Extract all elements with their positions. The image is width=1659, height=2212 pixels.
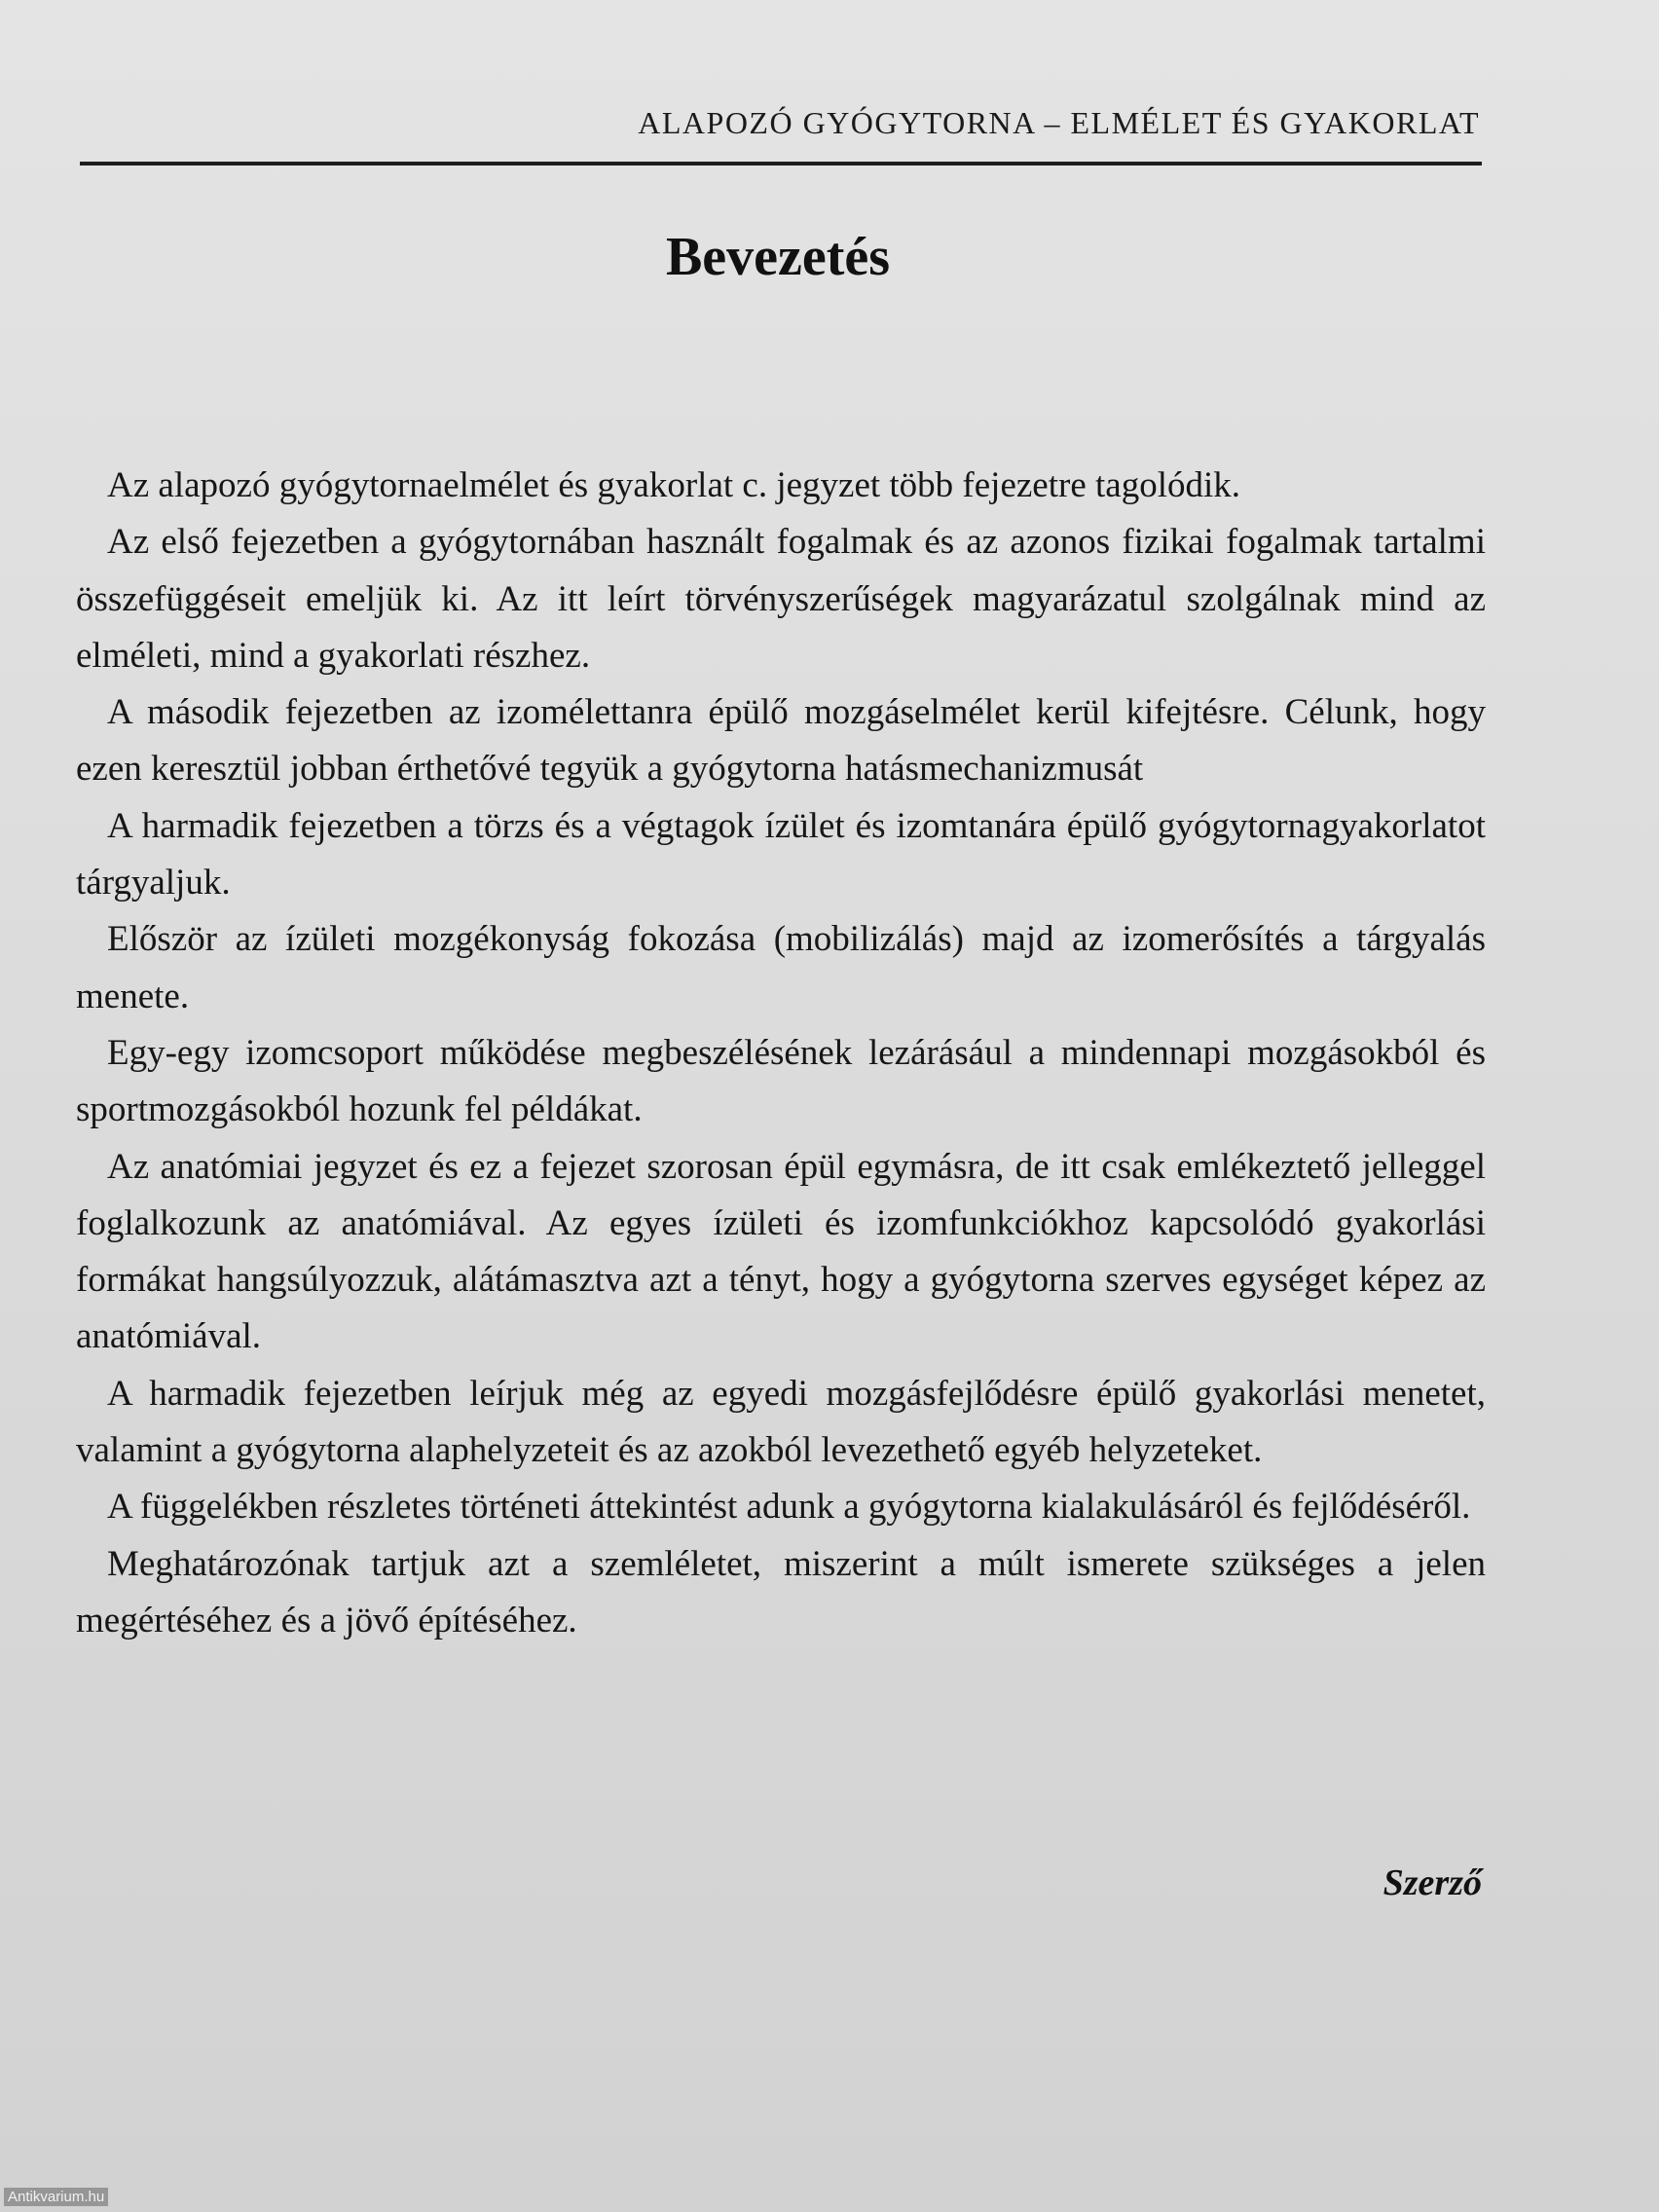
watermark: Antikvarium.hu <box>4 2188 108 2206</box>
paragraph: Az anatómiai jegyzet és ez a fejezet szorosan épül egymásra, de itt csak emlékeztető jelleggel foglalkozunk az anatómiával. Az egyes ízületi és izomfunkciókhoz kapcsolódó gyakorlási formákat hangsúlyozzuk, alátámasztva azt a tényt, hogy a gyógytorna szerves egységet képez az anatómiával. <box>76 1146 1486 1357</box>
body-text <box>76 458 1486 1649</box>
paragraph: A második fejezetben az izomélettanra épülő mozgáselmélet kerül kifejtésre. Célunk, hogy ezen keresztül jobban érthetővé tegyük a gyógytorna hatásmechanizmusát <box>76 692 1486 790</box>
author-signature: Szerző <box>1382 1862 1482 1903</box>
paragraph: A harmadik fejezetben leírjuk még az egyedi mozgásfejlődésre épülő gyakorlási menetet, valamint a gyógytorna alaphelyzeteit és az azokból levezethető egyéb helyzeteket. <box>76 1373 1486 1471</box>
paragraph: Meghatározónak tartjuk azt a szemléletet, miszerint a múlt ismerete szükséges a jelen megértéséhez és a jövő építéséhez. <box>76 1543 1486 1641</box>
chapter-title: Bevezetés <box>665 227 891 287</box>
paragraph: Az alapozó gyógytornaelmélet és gyakorlat c. jegyzet több fejezetre tagolódik. <box>107 465 1241 505</box>
paragraph: A függelékben részletes történeti áttekintést adunk a gyógytorna kialakulásáról és fejlődéséről. <box>107 1487 1471 1528</box>
header-rule <box>80 162 1482 166</box>
paragraph: A harmadik fejezetben a törzs és a végtagok ízület és izomtanára épülő gyógytornagyakorlatot tárgyaljuk. <box>76 805 1486 903</box>
paragraph: Az első fejezetben a gyógytornában használt fogalmak és az azonos fizikai fogalmak tartalmi összefüggéseit emeljük ki. Az itt leírt törvényszerűségek magyarázatul szolgálnak mind az elméleti, mind a gyakorlati részhez. <box>76 522 1486 676</box>
running-header: ALAPOZÓ GYÓGYTORNA – ELMÉLET ÉS GYAKORLAT <box>638 105 1480 140</box>
paragraph: Egy-egy izomcsoport működése megbeszélésének lezárásául a mindennapi mozgásokból és sportmozgásokból hozunk fel példákat. <box>76 1032 1486 1130</box>
paragraph: Először az ízületi mozgékonyság fokozása (mobilizálás) majd az izomerősítés a tárgyalás menete. <box>76 919 1486 1016</box>
